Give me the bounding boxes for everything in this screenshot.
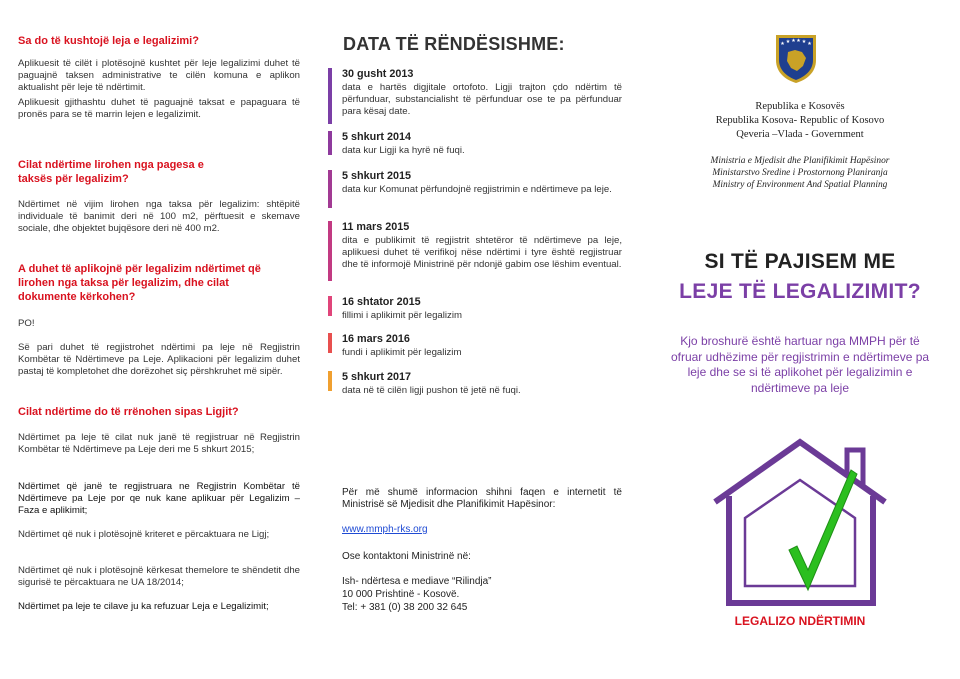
timeline-date: 5 shkurt 2014: [342, 131, 412, 143]
timeline-entry: [328, 371, 628, 401]
faq-answer-yes: PO!: [18, 318, 35, 329]
svg-text:★: ★: [785, 39, 791, 45]
ministry-name-en: Ministry of Environment And Spatial Planning: [712, 180, 888, 190]
faq-question-demolish: Cilat ndërtime do të rrënohen sipas Ligjit?: [18, 406, 239, 418]
timeline-bar: [328, 131, 332, 155]
timeline-entry: [328, 170, 628, 214]
faq-answer-cost-taxes: Aplikuesit gjithashtu duhet të paguajnë taksat e papaguara të pronës para se të marrin lejen e legalizimit.: [18, 97, 300, 121]
timeline-desc: data në të cilën ligji pushon të jetë në fuqi.: [342, 385, 521, 396]
svg-text:★: ★: [807, 41, 812, 47]
demolish-item-unregistered: Ndërtimet pa leje të cilat nuk janë të regjistruar në Regjistrin Kombëtar të Ndërtimeve pa Leje deri me 5 shkurt 2015;: [18, 432, 300, 456]
timeline-bar: [328, 170, 332, 208]
address-line-2: 10 000 Prishtinë - Kosovë.: [342, 589, 460, 600]
important-dates-title: DATA TË RËNDËSISHME:: [343, 34, 565, 54]
timeline-desc: data kur Komunat përfundojnë regjistrimin e ndërtimeve pa leje.: [342, 184, 612, 195]
timeline-bar: [328, 68, 332, 124]
timeline-date: 11 mars 2015: [342, 221, 410, 233]
timeline-bar: [328, 333, 332, 353]
timeline-desc: fundi i aplikimit për legalizim: [342, 347, 462, 358]
headline-line-2: LEJE TË LEGALIZIMIT?: [679, 280, 921, 303]
timeline-bar: [328, 221, 332, 281]
gov-line-3: Qeveria –Vlada - Government: [736, 129, 864, 140]
headline-line-1: SI TË PAJISEM ME: [704, 250, 896, 273]
telephone: Tel: + 381 (0) 38 200 32 645: [342, 602, 468, 613]
timeline-date: 5 shkurt 2017: [342, 371, 412, 383]
timeline-date: 30 gusht 2013: [342, 68, 414, 80]
more-info-text: Për më shumë informacion shihni faqen e internetit të Ministrisë së Mjedisit dhe Planifikimit Hapësinor:: [342, 487, 622, 511]
faq-question-documents: A duhet të aplikojnë për legalizim ndërtimet që lirohen nga taksa për legalizim, dhe cilat dokumente kërkohen?: [18, 263, 261, 303]
faq-question-exempt: Cilat ndërtime lirohen nga pagesa e taksës për legalizim?: [18, 159, 204, 185]
svg-text:★: ★: [780, 41, 785, 47]
demolish-item-criteria: Ndërtimet që nuk i plotësojnë kriteret e përcaktuara ne Ligj;: [18, 529, 270, 540]
ministry-name-sr: Ministarstvo Sredine i Prostornong Planiranja: [712, 168, 888, 178]
ministry-name-sq: Ministria e Mjedisit dhe Planifikimit Hapësinor: [710, 156, 890, 166]
faq-column: [18, 0, 300, 679]
faq-answer-documents: Së pari duhet të regjistrohet ndërtimi pa leje në Regjistrin Kombëtar të Ndërtimeve pa Leje. Aplikacioni për legalizim duhet pastaj të kompletohet dhe dorëzohet siç përshkruhet më sipër.: [18, 342, 300, 378]
timeline-date: 16 mars 2016: [342, 333, 410, 345]
demolish-item-health: Ndërtimet që nuk i plotësojnë kërkesat themelore te shëndetit dhe sigurisë te përcaktuara ne UA 18/2014;: [18, 565, 300, 589]
kosovo-coat-of-arms-icon: [773, 32, 819, 84]
faq-answer-exempt: Ndërtimet në vijim lirohen nga taksa për legalizim: shtëpitë individuale të banimit deri në 100 m2, përftuesit e skemave sociale, dhe objektet bujqësore deri në 400 m2.: [18, 199, 300, 235]
timeline-entry: [328, 68, 628, 126]
faq-answer-cost: Aplikuesit të cilët i plotësojnë kushtet për leje legalizimi duhet të paguajnë taksen administrative te cilën komuna e aplikon aktualisht për leje të ndërtimit.: [18, 58, 300, 94]
timeline-date: 16 shtator 2015: [342, 296, 421, 308]
gov-line-2: Republika Kosova- Republic of Kosovo: [715, 115, 885, 126]
timeline-desc: dita e publikimit të regjistrit shtetëror të ndërtimeve pa leje, aplikuesi duhet të verifikoj nëse ndërtimi i tyre është regjistruar dhe të informojë Ministrinë për ndonjë gabim ose lëshim eventual.: [342, 235, 622, 271]
demolish-item-refused: Ndërtimet pa leje te cilave ju ka refuzuar Leja e Legalizimit;: [18, 601, 269, 612]
ministry-website-link[interactable]: www.mmph-rks.org: [342, 524, 428, 535]
timeline-desc: data kur Ligji ka hyrë në fuqi.: [342, 145, 465, 156]
brochure-description: Kjo broshurë është hartuar nga MMPH për të ofruar udhëzime për regjistrimin e ndërtimeve pa leje dhe se si të aplikohet për legalizimin e ndërtimeve pa leje: [670, 334, 930, 395]
timeline-entry: [328, 333, 628, 363]
contact-text: Ose kontaktoni Ministrinë në:: [342, 551, 471, 562]
house-check-icon: [705, 438, 895, 608]
cover-column: [650, 0, 950, 679]
legalize-slogan: LEGALIZO NDËRTIMIN: [734, 614, 866, 628]
timeline-bar: [328, 296, 332, 316]
timeline-entry: [328, 131, 628, 161]
svg-text:★: ★: [801, 39, 807, 45]
timeline-date: 5 shkurt 2015: [342, 170, 412, 182]
faq-question-cost: Sa do të kushtojë leja e legalizimi?: [18, 35, 199, 47]
demolish-item-not-applied: Ndërtimet që janë te regjistruara ne Regjistrin Kombëtar të Ndërtimeve pa Leje por qe nuk kane aplikuar për Legalizim – Faza e aplikimit;: [18, 481, 300, 517]
svg-text:★: ★: [796, 38, 801, 44]
timeline-entry: [328, 296, 628, 326]
address-line-1: Ish- ndërtesa e mediave “Rilindja”: [342, 576, 492, 587]
timeline-entry: [328, 221, 628, 289]
timeline-desc: fillimi i aplikimit për legalizim: [342, 310, 462, 321]
svg-text:★: ★: [791, 38, 796, 44]
dates-column: [328, 0, 628, 679]
timeline-desc: data e hartës digjitale ortofoto. Ligji trajton çdo ndërtim të përfunduar, substancialisht të përfunduar ose te pa përfunduar para kësaj date.: [342, 82, 622, 118]
gov-line-1: Republika e Kosovës: [755, 101, 845, 112]
timeline-bar: [328, 371, 332, 391]
